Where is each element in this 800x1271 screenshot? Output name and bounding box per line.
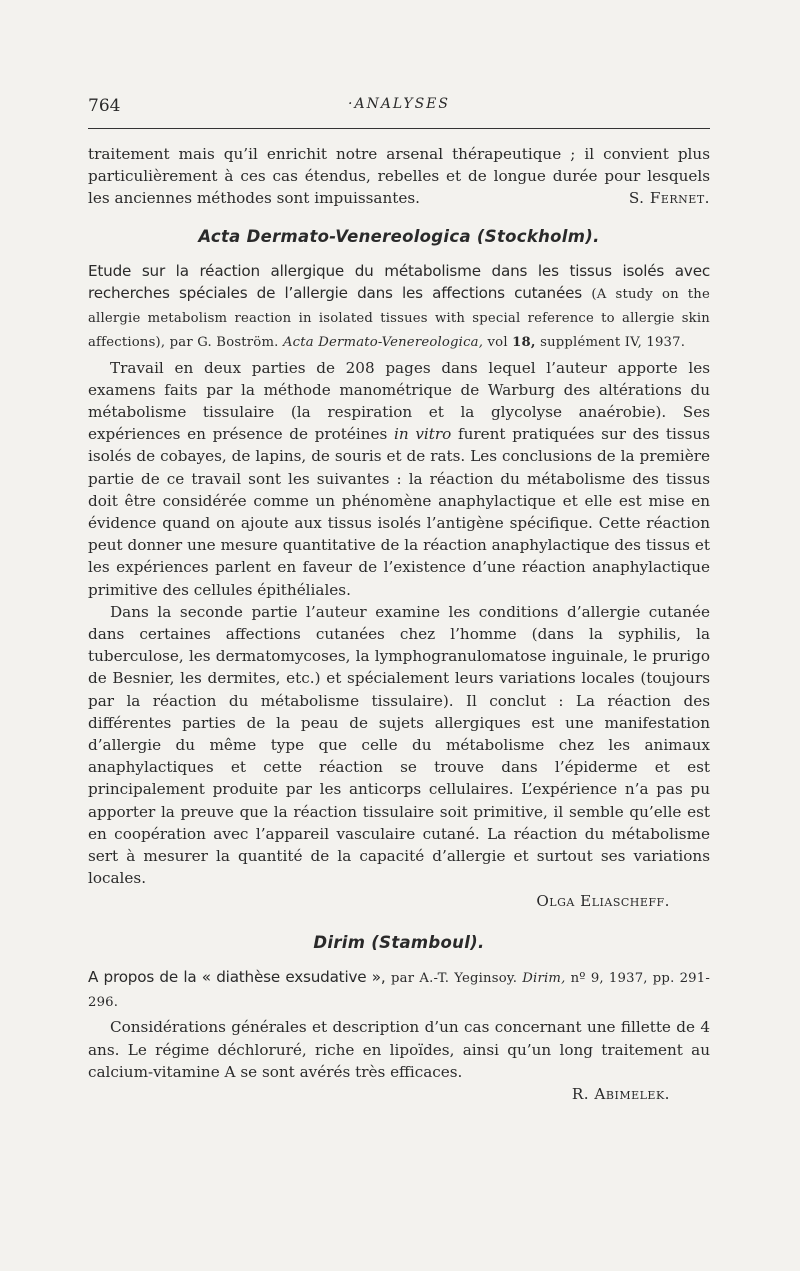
page-header bbox=[88, 96, 710, 118]
intro-paragraph bbox=[88, 143, 710, 210]
page-content bbox=[88, 143, 710, 1105]
journal-heading-acta: Acta Dermato-Venereologica (Stockholm). bbox=[198, 226, 600, 246]
body-paragraph: Considérations générales et description d’un cas concernant une fillette de 4 ans. Le régime déchloruré, riche en lipoïdes, ainsi qu’un long traitement au calcium-vitamine A se sont avérés très efficaces. bbox=[88, 1018, 710, 1081]
entry-journal: Dirim, bbox=[522, 970, 566, 986]
in-vitro-term: in vitro bbox=[394, 425, 452, 444]
review-entry-yeginsoy bbox=[88, 966, 710, 1014]
entry-volume: 18, bbox=[512, 335, 536, 351]
running-title: ·ANALYSES bbox=[348, 96, 450, 112]
entry-title: A propos de la « diathèse exsudative », bbox=[88, 967, 386, 986]
review-entry-bostrom bbox=[88, 260, 710, 355]
entry-title: Etude sur la réaction allergique du métabolisme dans les tissus isolés avec recherches spéciales de l’allergie dans les affections cutanées bbox=[88, 261, 710, 303]
reviewer-signature: Olga Eliascheff. bbox=[536, 891, 670, 910]
intro-signature: S. Fernet. bbox=[628, 189, 710, 208]
entry-reference: par A.-T. Yeginsoy. Dirim, nº 9, 1937, pp. 291-296. bbox=[88, 970, 711, 1011]
body-paragraph: Dans la seconde partie l’auteur examine les conditions d’allergie cutanée dans certaines affections cutanées chez l’homme (dans la syphilis, la tuberculose, les dermatomycoses, la lymphogranulomatose inguinale, le prurigo de Besnier, les dermites, etc.) et spécialement leurs variations locales (toujours par la réaction du métabolisme tissulaire). Il conclut : La réaction des différentes parties de la peau de sujets allergiques est une manifestation d’allergie du même type que celle du métabolisme chez les animaux anaphylactiques et cette réaction se trouve dans l’épiderme et est principalement produite par les anticorps cellulaires. L’expérience n’a pas pu apporter la preuve que la réaction tissulaire soit primitive, il semble qu’elle est en coopération avec l’appareil vasculaire cutané. La réaction du métabolisme sert à mesurer la quantité de la capacité d’allergie et surtout ses variations locales. bbox=[88, 602, 710, 888]
journal-heading-dirim: Dirim (Stamboul). bbox=[313, 932, 485, 952]
entry-reference: (A study on the allergie metabolism reaction in isolated tissues with special reference to allergie skin affections), par G. Boström. Acta Dermato-Venereologica, vol 18, supplément IV, 1937. bbox=[88, 287, 710, 351]
header-rule bbox=[88, 128, 710, 129]
page-number: 764 bbox=[88, 96, 121, 116]
body-paragraph: Travail en deux parties de 208 pages dans lequel l’auteur apporte les examens faits par la méthode manométrique de Warburg des altérations du métabolisme tissulaire (la respiration et la glycolyse anaérobie). Ses expériences en présence de protéines in vitro furent pratiquées sur des tissus isolés de cobayes, de lapins, de souris et de rats. Les conclusions de la première partie de ce travail sont les suivantes : la réaction du métabolisme des tissus doit être considérée comme un phénomène anaphylactique et elle est mise en évidence quand on ajoute aux tissus isolés l’antigène spécifique. Cette réaction peut donner une mesure quantitative de la réaction anaphylactique des tissus et les expériences parlent en faveur de l’existence d’une réaction anaphylactique primitive des cellules épithéliales. bbox=[88, 358, 710, 599]
reviewer-signature: R. Abimelek. bbox=[571, 1084, 670, 1103]
intro-text: traitement mais qu’il enrichit notre arsenal thérapeutique ; il convient plus particulièrement à ces cas étendus, rebelles et de longue durée pour lesquels les anciennes méthodes sont impuissantes. bbox=[88, 145, 710, 208]
entry-journal: Acta Dermato-Venereologica, bbox=[282, 335, 484, 351]
